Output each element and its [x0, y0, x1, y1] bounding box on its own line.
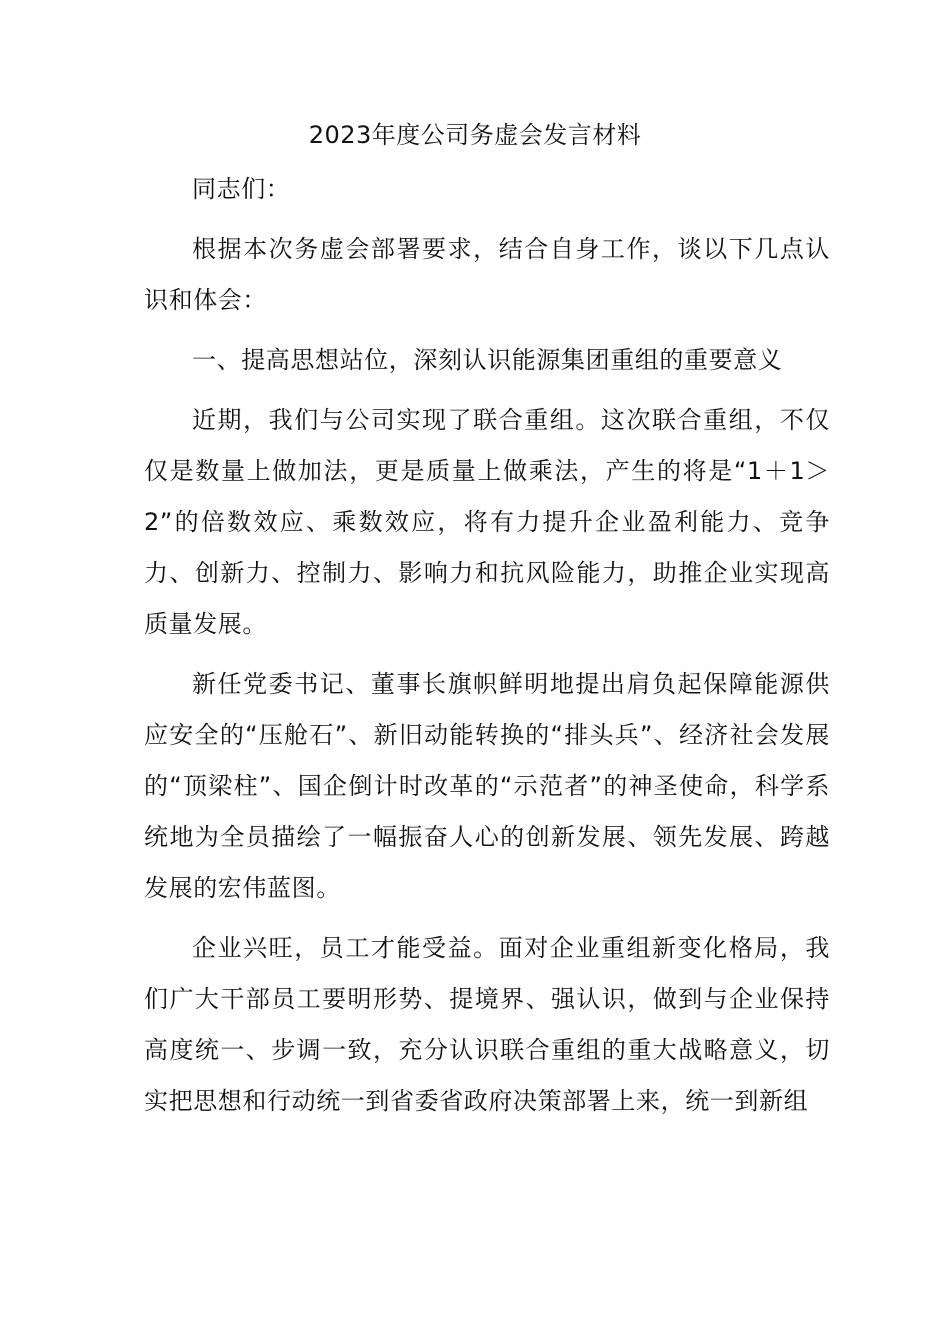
document-title: 2023年度公司务虚会发言材料 — [308, 121, 642, 149]
paragraph-intro: 根据本次务虚会部署要求，结合自身工作，谈以下几点认识和体会： — [144, 235, 830, 314]
paragraph-reorganization: 近期，我们与公司实现了联合重组。这次联合重组，不仅仅是数量上做加法，更是质量上做乘法，产生的将是“1＋1＞2”的倍数效应、乘数效应，将有力提升企业盈利能力、竞争力、创新力、控制力、影响力和抗风险能力，助推企业实现高质量发展。 — [144, 406, 830, 638]
paragraph-mission: 新任党委书记、董事长旗帜鲜明地提出肩负起保障能源供应安全的“压舱石”、新旧动能转换的“排头兵”、经济社会发展的“顶梁柱”、国企倒计时改革的“示范者”的神圣使命，科学系统地为全员描绘了一幅振奋人心的创新发展、领先发展、跨越发展的宏伟蓝图。 — [144, 670, 830, 902]
paragraph-employees: 企业兴旺，员工才能受益。面对企业重组新变化格局，我们广大干部员工要明形势、提境界、强认识，做到与企业保持高度统一、步调一致，充分认识联合重组的重大战略意义，切实把思想和行动统一到省委省政府决策部署上来，统一到新组 — [144, 934, 830, 1115]
document-body — [144, 164, 830, 1127]
section-heading-1: 一、提高思想站位，深刻认识能源集团重组的重要意义 — [192, 346, 783, 374]
salutation: 同志们： — [192, 175, 291, 203]
